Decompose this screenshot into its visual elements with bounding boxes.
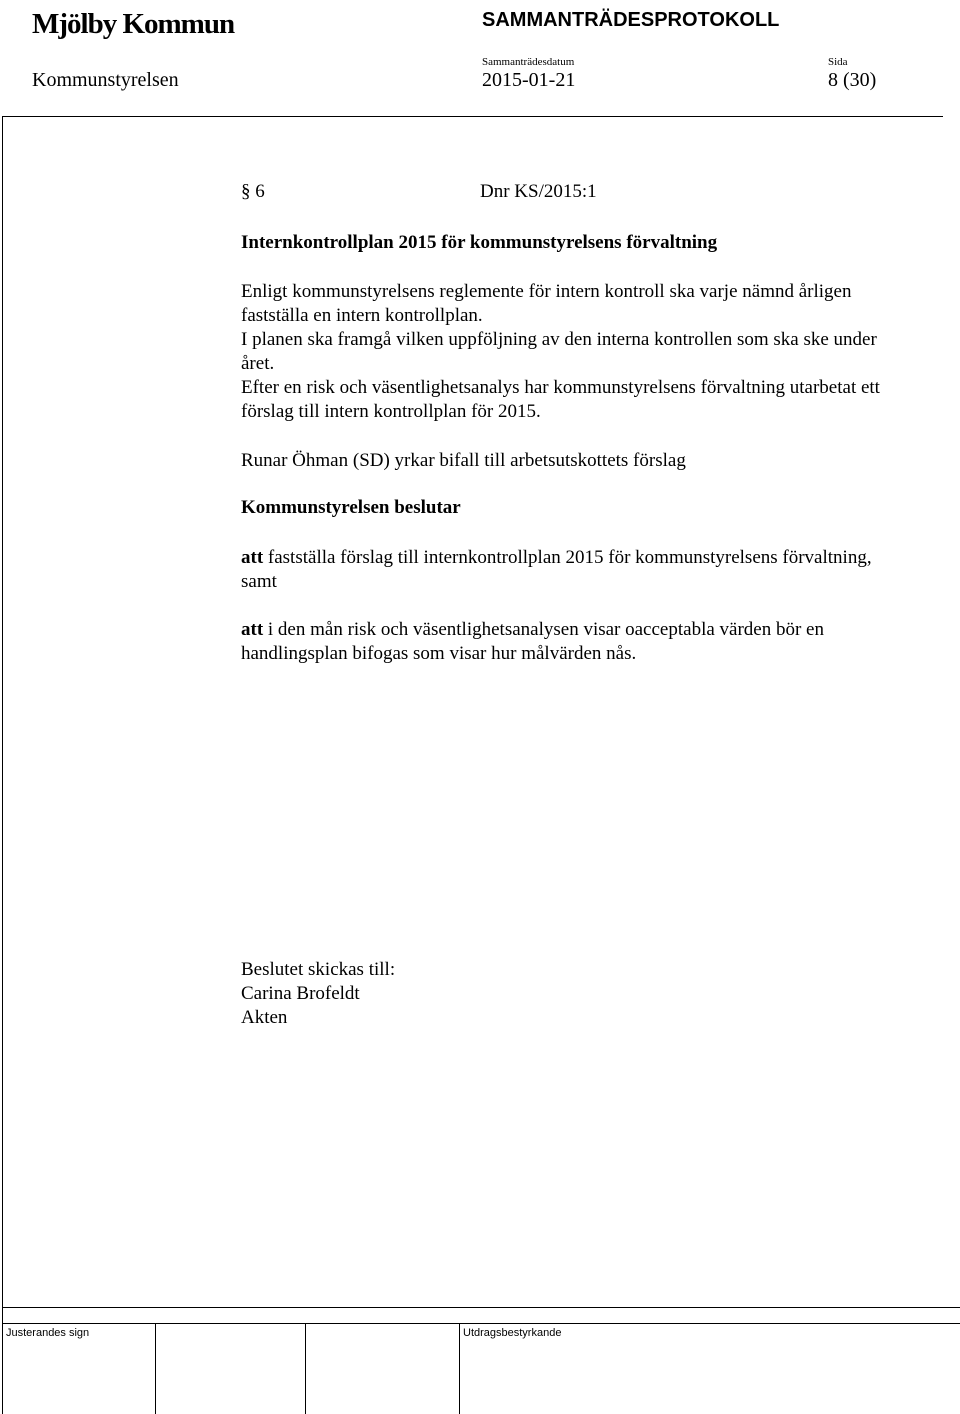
diary-number: Dnr KS/2015:1: [480, 181, 597, 202]
signature-box-divider: [459, 1323, 460, 1414]
section-number: [241, 180, 480, 204]
section-header: [241, 180, 881, 210]
left-margin-line: [2, 116, 3, 1414]
paragraph: Enligt kommunstyrelsens reglemente för intern kontroll ska varje nämnd årligen fastställa en intern kontrollplan.: [241, 281, 852, 326]
background-text: [241, 280, 881, 424]
paragraph: I planen ska framgå vilken uppföljning av den interna kontrollen som ska ske under året.: [241, 329, 877, 374]
date-label: Sammanträdesdatum: [482, 56, 575, 68]
header-divider: [2, 116, 943, 117]
footer-divider: [2, 1323, 960, 1324]
decision-keyword: att: [241, 547, 264, 568]
document-type: SAMMANTRÄDESPROTOKOLL: [482, 9, 780, 31]
decision-heading: Kommunstyrelsen beslutar: [241, 497, 461, 518]
section-symbol: §: [241, 181, 251, 202]
section-number-value: 6: [255, 181, 265, 202]
page-number: 8 (30): [828, 69, 877, 91]
section-content: [241, 180, 881, 666]
section-heading: Internkontrollplan 2015 för kommunstyrelsens förvaltning: [241, 232, 718, 253]
decision-item: [241, 618, 881, 666]
adjuster-sign-label: Justerandes sign: [6, 1327, 90, 1339]
decision-keyword: att: [241, 619, 264, 640]
distribution-list: [241, 958, 395, 1030]
motion-text: Runar Öhman (SD) yrkar bifall till arbetsutskottets förslag: [241, 450, 686, 471]
signature-box-divider: [155, 1323, 156, 1414]
decision-item: [241, 546, 881, 594]
meeting-date: 2015-01-21: [482, 69, 576, 91]
recipient: Carina Brofeldt: [241, 983, 360, 1004]
recipient: Akten: [241, 1007, 288, 1028]
signature-box-divider: [305, 1323, 306, 1414]
organization-name: Mjölby Kommun: [32, 8, 235, 40]
page-label: Sida: [828, 56, 848, 68]
committee-name: Kommunstyrelsen: [32, 69, 179, 91]
decision-text: i den mån risk och väsentlighetsanalysen visar oacceptabla värden bör en handlingsplan bifogas som visar hur målvärden nås.: [241, 619, 824, 664]
decision-text: fastställa förslag till internkontrollplan 2015 för kommunstyrelsens förvaltning, samt: [241, 547, 872, 592]
footer-divider-top: [2, 1307, 960, 1308]
distribution-label: Beslutet skickas till:: [241, 959, 396, 980]
certification-label: Utdragsbestyrkande: [463, 1327, 562, 1339]
paragraph: Efter en risk och väsentlighetsanalys har kommunstyrelsens förvaltning utarbetat ett förslag till intern kontrollplan för 2015.: [241, 377, 880, 422]
